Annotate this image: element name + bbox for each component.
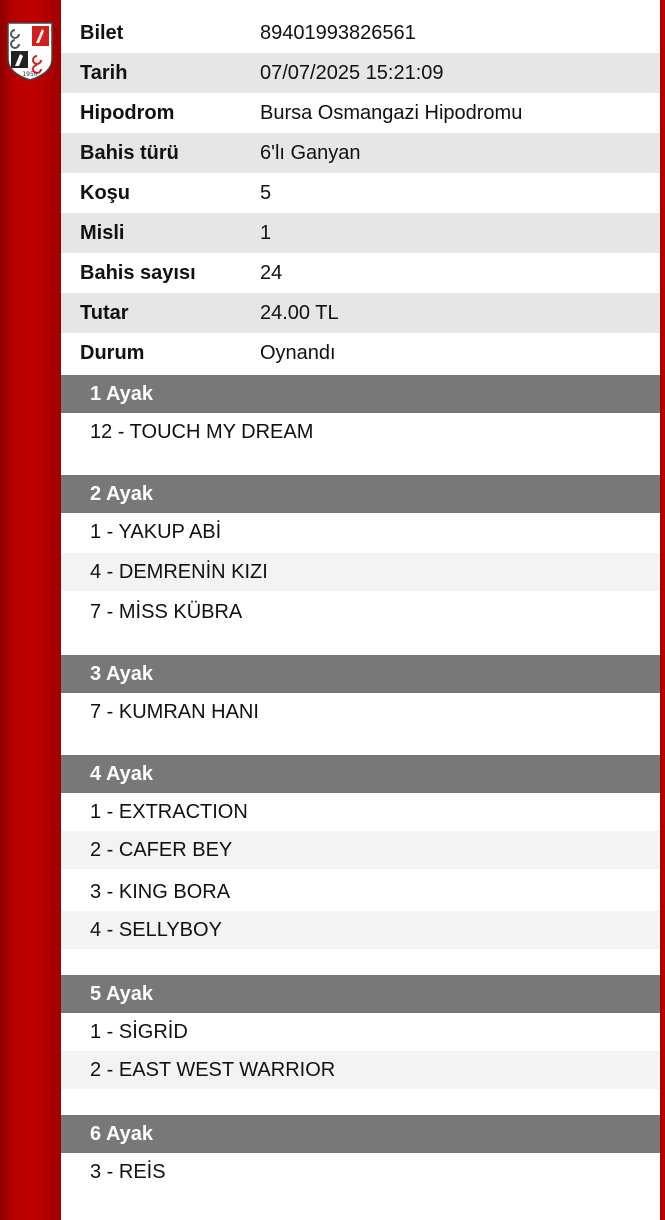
left-sidebar [0, 0, 61, 1220]
horse-name: 3 - KING BORA [90, 880, 231, 903]
label-durum: Durum [80, 341, 145, 364]
leg-header-4 [61, 755, 660, 793]
horse-name: 4 - DEMRENİN KIZI [90, 560, 268, 583]
leg-title: 2 Ayak [90, 482, 154, 505]
value-bahis-sayisi: 24 [260, 261, 283, 284]
value-tarih: 07/07/2025 15:21:09 [260, 61, 444, 84]
label-hipodrom: Hipodrom [80, 101, 175, 124]
leg-title: 5 Ayak [90, 982, 154, 1005]
horse-row [61, 553, 660, 591]
value-bilet: 89401993826561 [260, 21, 416, 44]
row-bahis-sayisi [61, 253, 660, 293]
leg-title: 3 Ayak [90, 662, 154, 685]
horse-row [61, 793, 660, 831]
horse-row [61, 1153, 660, 1191]
horse-row [61, 593, 660, 631]
label-bahis-turu: Bahis türü [80, 141, 179, 164]
row-tutar [61, 293, 660, 333]
leg-header-1 [61, 375, 660, 413]
row-hipodrom [61, 93, 660, 133]
horse-name: 3 - REİS [90, 1160, 166, 1183]
value-bahis-turu: 6'lı Ganyan [260, 141, 361, 164]
club-crest-icon [6, 21, 54, 81]
horse-name: 7 - MİSS KÜBRA [90, 600, 243, 623]
label-misli: Misli [80, 221, 125, 244]
horse-row [61, 831, 660, 869]
label-bahis-sayisi: Bahis sayısı [80, 261, 196, 284]
leg-title: 6 Ayak [90, 1122, 154, 1145]
horse-name: 7 - KUMRAN HANI [90, 700, 259, 723]
value-durum: Oynandı [260, 341, 336, 364]
leg-title: 4 Ayak [90, 762, 154, 785]
horse-row [61, 1051, 660, 1089]
label-tarih: Tarih [80, 61, 128, 84]
horse-row [61, 413, 660, 451]
value-kosu: 5 [260, 181, 272, 204]
horse-name: 1 - YAKUP ABİ [90, 520, 222, 543]
horse-name: 12 - TOUCH MY DREAM [90, 420, 314, 443]
row-misli [61, 213, 660, 253]
horse-name: 1 - SİGRİD [90, 1020, 188, 1043]
label-bilet: Bilet [80, 21, 124, 44]
row-kosu [61, 173, 660, 213]
leg-header-6 [61, 1115, 660, 1153]
leg-header-5 [61, 975, 660, 1013]
row-tarih [61, 53, 660, 93]
value-misli: 1 [260, 221, 272, 244]
row-durum [61, 333, 660, 373]
horse-row [61, 873, 660, 911]
horse-name: 2 - CAFER BEY [90, 838, 233, 861]
leg-header-3 [61, 655, 660, 693]
horse-name: 2 - EAST WEST WARRIOR [90, 1058, 336, 1081]
right-edge-bar [660, 0, 665, 1220]
horse-row [61, 1013, 660, 1051]
crest-year: 1950 [22, 71, 38, 78]
value-tutar: 24.00 TL [260, 301, 339, 324]
horse-row [61, 911, 660, 949]
horse-name: 4 - SELLYBOY [90, 918, 222, 941]
horse-row [61, 693, 660, 731]
row-bilet [61, 13, 660, 53]
horse-row [61, 513, 660, 551]
horse-name: 1 - EXTRACTION [90, 800, 248, 823]
ticket-panel [61, 0, 660, 1220]
label-kosu: Koşu [80, 181, 130, 204]
value-hipodrom: Bursa Osmangazi Hipodromu [260, 101, 523, 124]
leg-title: 1 Ayak [90, 382, 154, 405]
row-bahis-turu [61, 133, 660, 173]
label-tutar: Tutar [80, 301, 129, 324]
leg-header-2 [61, 475, 660, 513]
